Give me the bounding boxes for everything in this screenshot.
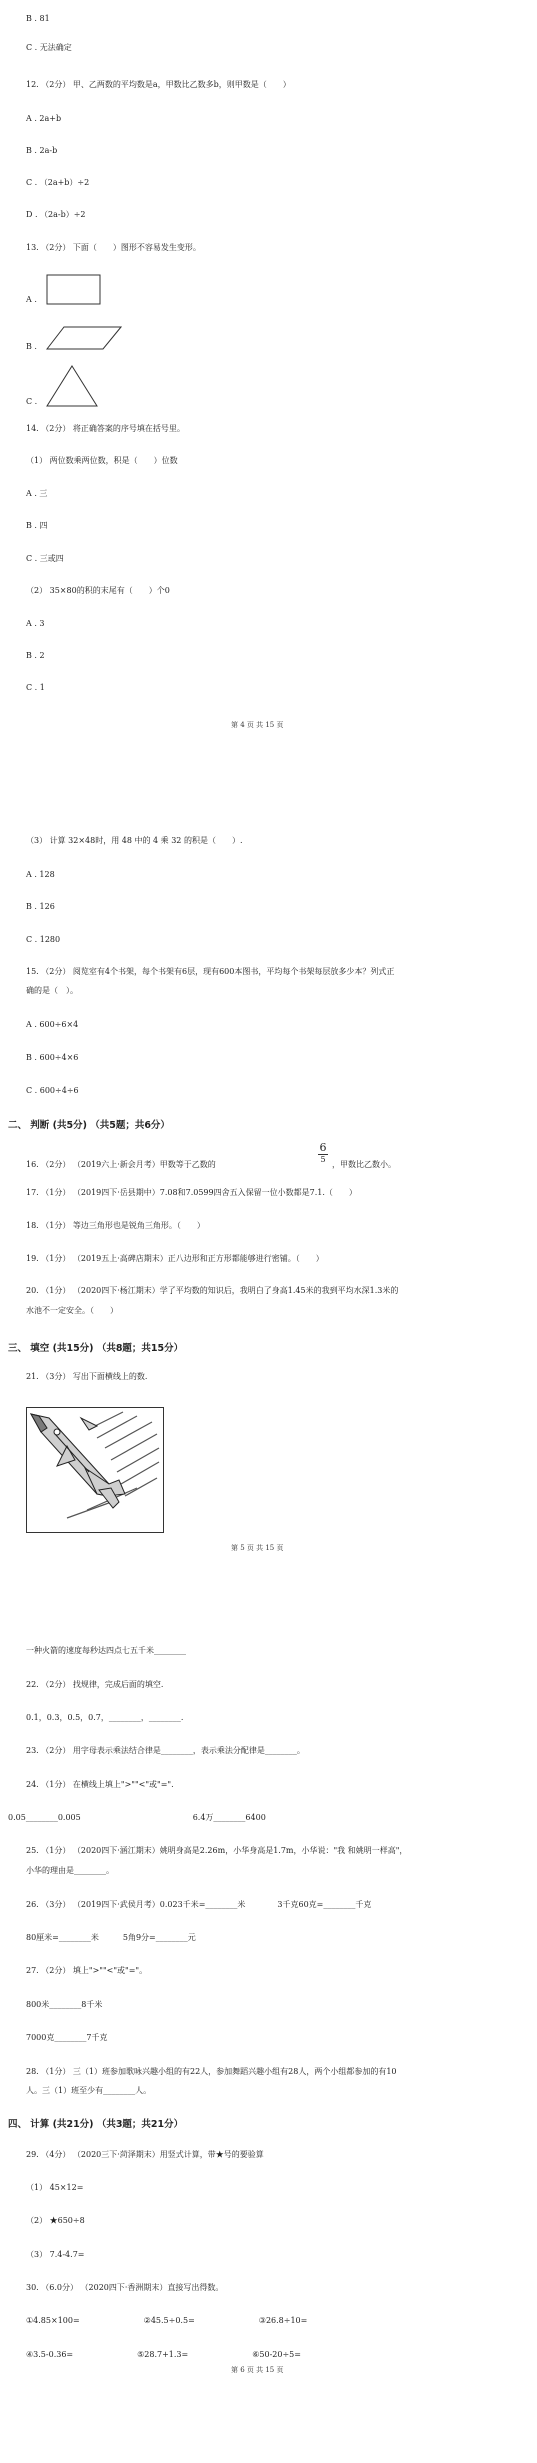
q29-sub1: （1） 45×12= [26,2183,84,2192]
q13-option-b: B . [26,342,37,351]
question-13: 13. （2分） 下面（ ）图形不容易发生变形。 [26,243,201,252]
q21-rocket-speed: 一种火箭的速度每秒达四点七五千米________ [26,1646,186,1655]
question-24: 24. （1分） 在横线上填上">""<"或"=". [26,1780,174,1789]
question-12: 12. （2分） 甲、乙两数的平均数是a，甲数比乙数多b，则甲数是（ ） [26,80,291,89]
q14-3-option-a: A . 128 [26,870,55,879]
question-17: 17. （1分） （2019四下·岳县期中）7.08和7.0599四舍五入保留一位小数都是7.1.（ ） [26,1188,357,1197]
q29-sub2: （2） ★650÷8 [26,2216,85,2225]
fraction-denominator: 5 [318,1154,328,1165]
rocket-image [26,1407,164,1533]
q14-2-option-b: B . 2 [26,651,45,660]
q14-sub1: （1） 两位数乘两位数，积是（ ）位数 [26,456,178,465]
question-25: 25. （1分） （2020四下·涵江期末）姚明身高是2.26m，小华身高是1.7m，小华说："我 和姚明一样高"， [26,1846,408,1855]
q29-sub3: （3） 7.4-4.7= [26,2250,85,2259]
rectangle-figure [46,274,102,306]
q14-2-option-a: A . 3 [26,619,45,628]
question-14: 14. （2分） 将正确答案的序号填在括号里。 [26,424,185,433]
question-23: 23. （2分） 用字母表示乘法结合律是________，表示乘法分配律是________。 [26,1746,305,1755]
question-27: 27. （2分） 填上">""<"或"="。 [26,1966,148,1975]
page-footer-5: 第 5 页 共 15 页 [231,1544,284,1552]
page-footer-6: 第 6 页 共 15 页 [231,2366,284,2374]
parallelogram-figure [46,326,122,350]
question-29: 29. （4分） （2020三下·菏泽期末）用竖式计算，带★号的要验算 [26,2150,264,2159]
q12-option-d: D . （2a-b）÷2 [26,210,86,219]
rocket-icon [27,1408,163,1532]
question-16-tail: ，甲数比乙数小。 [332,1160,396,1169]
option-c: C . 无法确定 [26,43,72,52]
section-4-heading: 四、 计算 (共21分) （共3题；共21分） [8,2119,184,2130]
q12-option-c: C . （2a+b）÷2 [26,178,90,187]
q22-sequence: 0.1，0.3，0.5，0.7，________，________. [26,1713,184,1722]
q27-line-2: 7000克________7千克 [26,2033,108,2042]
page-footer-4: 第 4 页 共 15 页 [231,721,284,729]
q24-comparisons: 0.05________0.005 6.4万________6400 [8,1813,266,1822]
section-3-heading: 三、 填空 (共15分) （共8题；共15分） [8,1343,184,1354]
q14-1-option-c: C . 三或四 [26,554,64,563]
question-28: 28. （1分） 三（1）班参加歌咏兴趣小组的有22人，参加舞蹈兴趣小组有28人，两个小组都参加的有10 [26,2067,397,2076]
question-15-cont: 确的是（ ）。 [26,986,78,995]
q14-3-option-b: B . 126 [26,902,55,911]
question-20: 20. （1分） （2020四下·杨江期末）学了平均数的知识后，我明白了身高1.45米的我到平均水深1.3米的 [26,1286,399,1295]
question-18: 18. （1分） 等边三角形也是锐角三角形。（ ） [26,1221,205,1230]
q30-row-1: ①4.85×100= ②45.5÷0.5= ③26.8÷10= [26,2316,308,2325]
q15-option-c: C . 600÷4÷6 [26,1086,79,1095]
question-15: 15. （2分） 阅览室有4个书架，每个书架有6层，现有600本图书，平均每个书架每层放多少本？列式正 [26,967,395,976]
fraction-6-5 [318,1142,328,1165]
q14-sub3: （3） 计算 32×48时，用 48 中的 4 乘 32 的积是（ ）. [26,836,243,845]
section-2-heading: 二、 判断 (共5分) （共5题；共6分） [8,1120,170,1131]
option-b-81: B . 81 [26,14,50,23]
q14-3-option-c: C . 1280 [26,935,61,944]
q27-line-1: 800米________8千米 [26,2000,103,2009]
question-25-cont: 小华的理由是________。 [26,1866,114,1875]
q12-option-a: A . 2a+b [26,114,62,123]
question-22: 22. （2分） 找规律，完成后面的填空. [26,1680,164,1689]
q13-option-c: C . [26,397,38,406]
question-16: 16. （2分） （2019六上·新会月考）甲数等于乙数的 [26,1160,216,1169]
q14-1-option-a: A . 三 [26,489,48,498]
question-21: 21. （3分） 写出下面横线上的数. [26,1372,148,1381]
q13-option-a: A . [26,295,37,304]
q26-line-2: 80厘米=________米 5角9分=________元 [26,1933,196,1942]
q12-option-b: B . 2a-b [26,146,58,155]
q30-row-2: ④3.5-0.36= ⑤28.7+1.3= ⑥50-20÷5= [26,2350,301,2359]
question-26: 26. （3分） （2019四下·武侯月考）0.023千米=________米 3千克60克=________千克 [26,1900,372,1909]
q14-1-option-b: B . 四 [26,521,48,530]
question-28-cont: 人。三（1）班至少有________人。 [26,2086,152,2095]
q14-sub2: （2） 35×80的积的末尾有（ ）个0 [26,586,170,595]
question-20-cont: 水池不一定安全。（ ） [26,1306,118,1315]
fraction-numerator: 6 [319,1141,327,1154]
q15-option-a: A . 600÷6×4 [26,1020,79,1029]
q14-2-option-c: C . 1 [26,683,45,692]
question-30: 30. （6.0分） （2020四下·香洲期末）直接写出得数。 [26,2283,224,2292]
q15-option-b: B . 600÷4×6 [26,1053,79,1062]
question-19: 19. （1分） （2019五上·高碑店期末）正八边形和正方形都能够进行密铺。（ ） [26,1254,324,1263]
triangle-figure [46,365,98,407]
